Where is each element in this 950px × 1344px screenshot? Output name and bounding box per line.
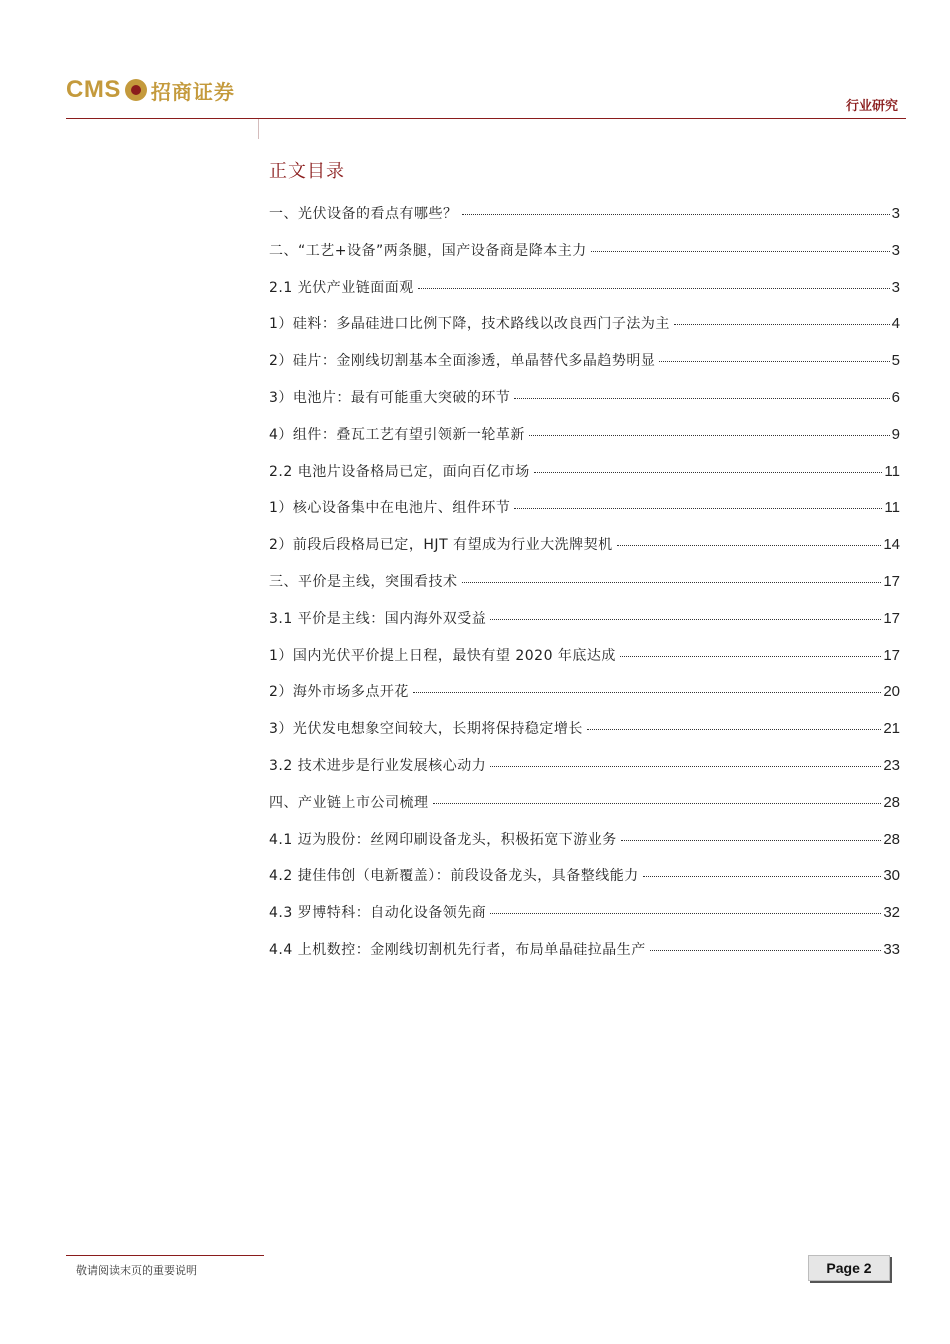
page-number-badge: Page 2	[808, 1255, 890, 1281]
toc-entry-text: 四、产业链上市公司梳理	[269, 794, 429, 811]
toc-entry-page: 20	[883, 683, 900, 701]
toc-entry-text: 2.1 光伏产业链面面观	[269, 279, 414, 296]
toc-entry-text: 1）核心设备集中在电池片、组件环节	[269, 500, 511, 517]
toc-entry-page: 3	[891, 205, 900, 222]
toc-leader-dots	[621, 840, 882, 841]
report-type-label: 行业研究	[845, 99, 898, 114]
toc-entry-text: 4.3 罗博特科：自动化设备领先商	[269, 905, 487, 922]
toc-entry-text: 3.2 技术进步是行业发展核心动力	[269, 757, 487, 774]
toc-entry-page: 33	[883, 940, 900, 958]
toc-leader-dots	[529, 435, 890, 436]
toc-entry[interactable]	[269, 902, 900, 939]
toc-entry-text: 1）硅料：多晶硅进口比例下降，技术路线以改良西门子法为主	[269, 316, 670, 333]
toc-entry-text: 3.1 平价是主线：国内海外双受益	[269, 610, 487, 627]
header-vertical-divider	[258, 119, 259, 139]
toc-entry[interactable]	[269, 939, 900, 976]
toc-leader-dots	[617, 545, 882, 546]
toc-entry[interactable]	[269, 240, 900, 277]
logo-cms-text: CMS	[66, 76, 121, 103]
toc-entry[interactable]	[269, 718, 900, 755]
toc-entry-text: 4.4 上机数控：金刚线切割机先行者，布局单晶硅拉晶生产	[269, 941, 646, 958]
toc-entry-page: 30	[883, 867, 900, 885]
toc-entry-page: 9	[891, 425, 900, 443]
toc-entry[interactable]	[269, 534, 900, 571]
toc-entry[interactable]	[269, 608, 900, 645]
toc-entry-text: 1）国内光伏平价提上日程，最快有望 2020 年底达成	[269, 647, 616, 664]
toc-entry-page: 21	[883, 720, 900, 738]
toc-leader-dots	[659, 361, 889, 362]
toc-leader-dots	[418, 288, 890, 289]
toc-entry-page: 17	[883, 609, 900, 627]
toc-entry-page: 6	[891, 388, 900, 406]
company-logo	[66, 74, 235, 106]
toc-leader-dots	[462, 582, 882, 583]
toc-entry[interactable]	[269, 313, 900, 350]
toc-leader-dots	[490, 913, 881, 914]
toc-entry[interactable]	[269, 645, 900, 682]
toc-title: 正文目录	[269, 161, 345, 182]
toc-entry[interactable]	[269, 681, 900, 718]
toc-entry[interactable]	[269, 203, 900, 240]
toc-leader-dots	[490, 619, 881, 620]
toc-entry-page: 11	[884, 462, 900, 480]
toc-entry-page: 23	[883, 756, 900, 774]
logo-emblem-icon	[125, 79, 147, 101]
toc-leader-dots	[674, 324, 890, 325]
toc-entry[interactable]	[269, 571, 900, 608]
toc-leader-dots	[534, 472, 883, 473]
footer-disclaimer: 敬请阅读末页的重要说明	[76, 1264, 197, 1277]
toc-entry-page: 28	[883, 830, 900, 848]
toc-entry[interactable]	[269, 461, 900, 498]
toc-entry-page: 5	[891, 352, 900, 370]
toc-entry[interactable]	[269, 865, 900, 902]
toc-entry-text: 3）光伏发电想象空间较大，长期将保持稳定增长	[269, 721, 583, 738]
toc-entry-page: 17	[883, 572, 900, 590]
footer-divider	[66, 1255, 264, 1256]
toc-leader-dots	[591, 251, 890, 252]
toc-leader-dots	[643, 876, 882, 877]
toc-entry-page: 28	[883, 793, 900, 811]
toc-leader-dots	[413, 692, 881, 693]
toc-entry[interactable]	[269, 497, 900, 534]
toc-leader-dots	[650, 950, 882, 951]
toc-entry-text: 2）海外市场多点开花	[269, 684, 409, 701]
toc-leader-dots	[587, 729, 881, 730]
header-divider	[66, 118, 906, 119]
toc-entry-text: 4.2 捷佳伟创（电新覆盖）：前段设备龙头，具备整线能力	[269, 868, 639, 885]
toc-leader-dots	[462, 214, 890, 215]
toc-leader-dots	[514, 508, 882, 509]
toc-leader-dots	[620, 656, 881, 657]
toc-entry-page: 11	[884, 499, 900, 517]
toc-entry-text: 一、光伏设备的看点有哪些？	[269, 206, 458, 222]
toc-entry[interactable]	[269, 792, 900, 829]
toc-entry[interactable]	[269, 829, 900, 866]
logo-company-name: 招商证券	[150, 79, 235, 104]
toc-leader-dots	[490, 766, 881, 767]
toc-entry[interactable]	[269, 387, 900, 424]
toc-leader-dots	[433, 803, 882, 804]
toc-entry-text: 二、“工艺+设备”两条腿，国产设备商是降本主力	[269, 242, 587, 259]
toc-entry[interactable]	[269, 755, 900, 792]
toc-entry-text: 3）电池片：最有可能重大突破的环节	[269, 389, 511, 406]
toc-leader-dots	[514, 398, 889, 399]
toc-entry-text: 2.2 电池片设备格局已定，面向百亿市场	[269, 463, 530, 480]
toc-entry-text: 4.1 迈为股份：丝网印刷设备龙头，积极拓宽下游业务	[269, 831, 617, 848]
toc-entry[interactable]	[269, 424, 900, 461]
toc-entry-page: 3	[891, 278, 900, 296]
toc-entry-page: 17	[883, 646, 900, 664]
toc-entry-text: 2）硅片：金刚线切割基本全面渗透，单晶替代多晶趋势明显	[269, 353, 656, 370]
toc-entry-page: 14	[883, 536, 900, 554]
toc-entry-text: 三、平价是主线，突围看技术	[269, 573, 458, 590]
table-of-contents	[269, 203, 900, 976]
toc-entry-text: 2）前段后段格局已定，HJT 有望成为行业大洗牌契机	[269, 537, 613, 554]
toc-entry-page: 4	[891, 315, 900, 333]
toc-entry[interactable]	[269, 277, 900, 314]
toc-entry-page: 3	[891, 241, 900, 259]
toc-entry[interactable]	[269, 350, 900, 387]
toc-entry-text: 4）组件：叠瓦工艺有望引领新一轮革新	[269, 426, 525, 443]
toc-entry-page: 32	[883, 904, 900, 922]
